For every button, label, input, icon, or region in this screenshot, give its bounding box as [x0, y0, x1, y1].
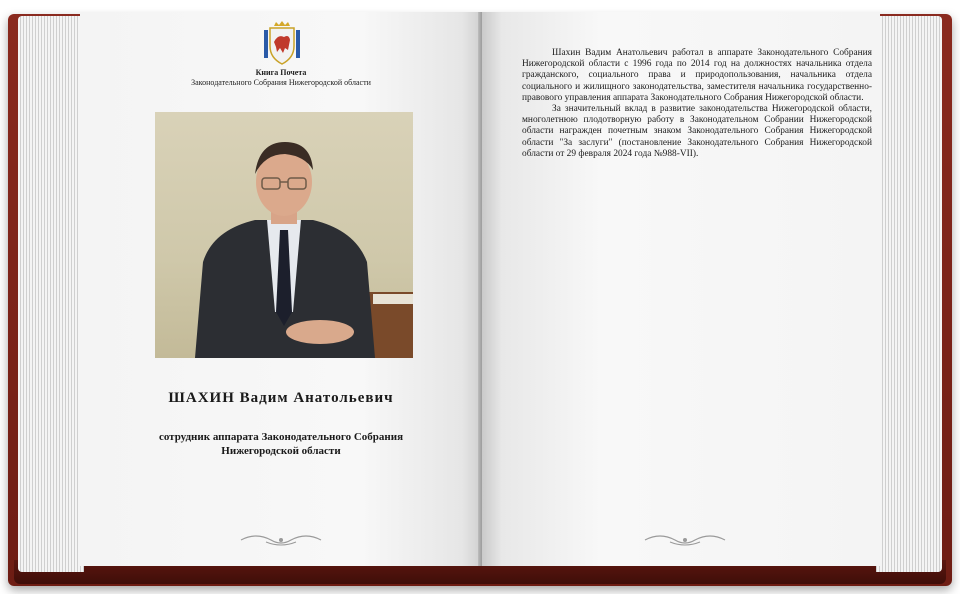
book-title: Книга Почета: [255, 68, 307, 77]
bio-paragraph: Шахин Вадим Анатольевич работал в аппарате Законодательного Собрания Нижегородской области с 1996 года по 2014 год на должностях начальника отдела гражданского, социального права и природопользования, начальника отдела социального и жилищного законодательства, заместителя начальника государственно-правового управления аппарата Законодательного Собрания Нижегородской области.: [522, 48, 872, 103]
person-position: сотрудник аппарата Законодательного Собрания Нижегородской области: [158, 431, 404, 457]
left-page-stack: [18, 16, 84, 572]
bio-paragraph: За значительный вклад в развитие законодательства Нижегородской области, многолетнюю плодотворную работу в Законодательном Собрании Нижегородской области награжден почетным знаком Законодательного Собрания Нижегородской области "За заслуги" (постановление Законодательного Собрания Нижегородской области от 29 февраля 2024 года №988-VII).: [522, 104, 872, 159]
right-page-stack: [876, 16, 942, 572]
right-page: [482, 12, 880, 566]
ornament-icon: [236, 532, 326, 548]
book-subtitle: Законодательного Собрания Нижегородской области: [191, 78, 371, 87]
coat-of-arms-icon: [262, 20, 302, 66]
portrait-photo: [155, 112, 413, 358]
person-name: ШАХИН Вадим Анатольевич: [168, 390, 394, 406]
ornament-icon: [640, 532, 730, 548]
biography-text: [522, 48, 872, 160]
left-page: [80, 12, 482, 566]
